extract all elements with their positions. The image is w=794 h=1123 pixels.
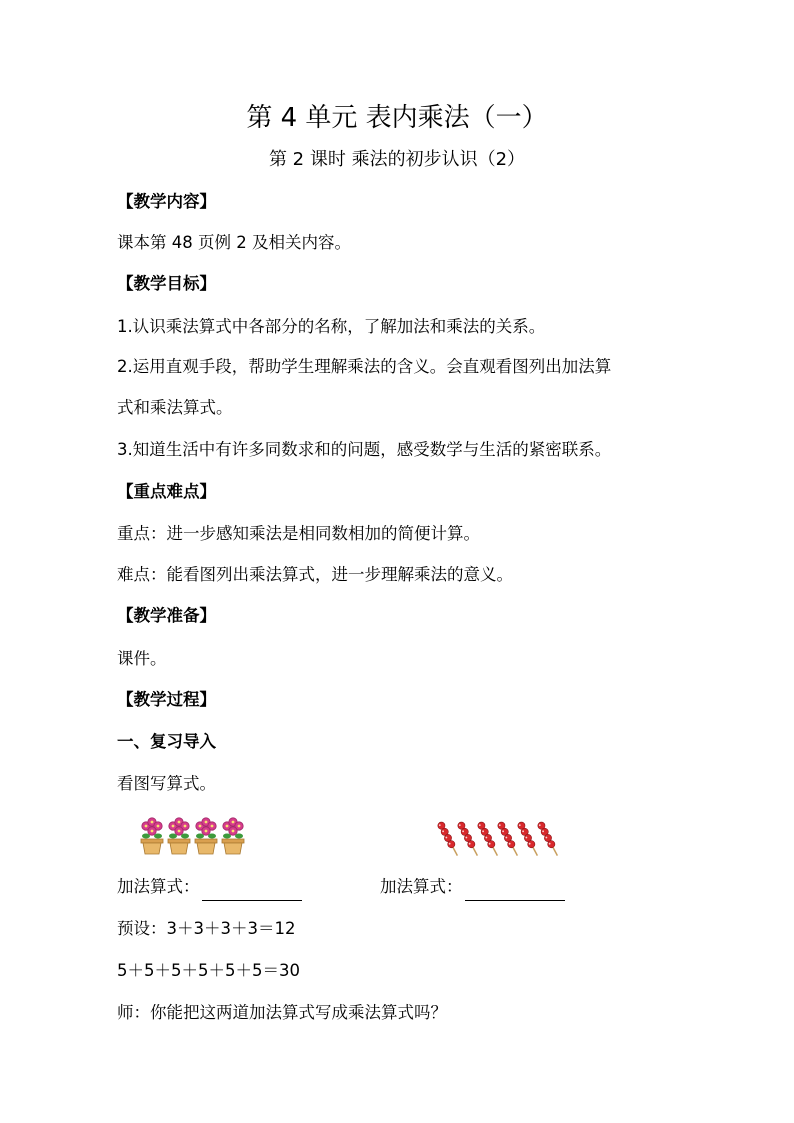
candied-haw-icon [476,820,500,857]
addition-label-right: 加法算式： [380,877,463,896]
step-1-heading: 一、复习导入 [117,732,216,751]
lesson-subtitle: 第 2 课时 乘法的初步认识（2） [268,149,526,170]
addition-formula-left [117,873,302,901]
section-header-key-points: 【重点难点】 [117,482,216,501]
instruction-text: 看图写算式。 [117,774,216,793]
page-title: 第 4 单元 表内乘法（一） [246,103,548,133]
prep-text: 课件。 [117,649,167,668]
section-header-goals: 【教学目标】 [117,274,216,293]
goal-3: 3.知道生活中有许多同数求和的问题，感受数学与生活的紧密联系。 [117,440,612,459]
flower-pot-icon [168,818,190,854]
key-point: 重点：进一步感知乘法是相同数相加的简便计算。 [117,524,480,543]
candied-haw-icon [436,820,460,857]
section-header-content: 【教学内容】 [117,192,216,211]
addition-formula-right [380,873,565,901]
flower-pot-icon [195,818,217,854]
candied-haws-image [432,816,562,860]
flower-pot-icon [222,818,244,854]
goal-1: 1.认识乘法算式中各部分的名称，了解加法和乘法的关系。 [117,317,546,336]
goal-2-line-1: 2.运用直观手段，帮助学生理解乘法的含义。会直观看图列出加法算 [117,357,612,376]
answer-blank-left[interactable] [202,882,302,901]
goal-2-line-2: 式和乘法算式。 [117,398,233,417]
preset-2: 5＋5＋5＋5＋5＋5＝30 [117,961,300,980]
addition-label-left: 加法算式： [117,877,200,896]
flower-pot-icon [141,818,163,854]
section-header-prep: 【教学准备】 [117,606,216,625]
preset-1: 预设：3＋3＋3＋3＝12 [117,919,296,938]
candied-haw-icon [456,820,480,857]
difficult-point: 难点：能看图列出乘法算式，进一步理解乘法的意义。 [117,565,513,584]
answer-blank-right[interactable] [465,882,565,901]
flower-pots-image [140,814,250,858]
candied-haw-icon [516,820,540,857]
section-header-process: 【教学过程】 [117,690,216,709]
candied-haw-icon [536,820,560,857]
teacher-question: 师：你能把这两道加法算式写成乘法算式吗？ [117,1003,447,1022]
candied-haw-icon [496,820,520,857]
content-text: 课本第 48 页例 2 及相关内容。 [117,233,351,252]
